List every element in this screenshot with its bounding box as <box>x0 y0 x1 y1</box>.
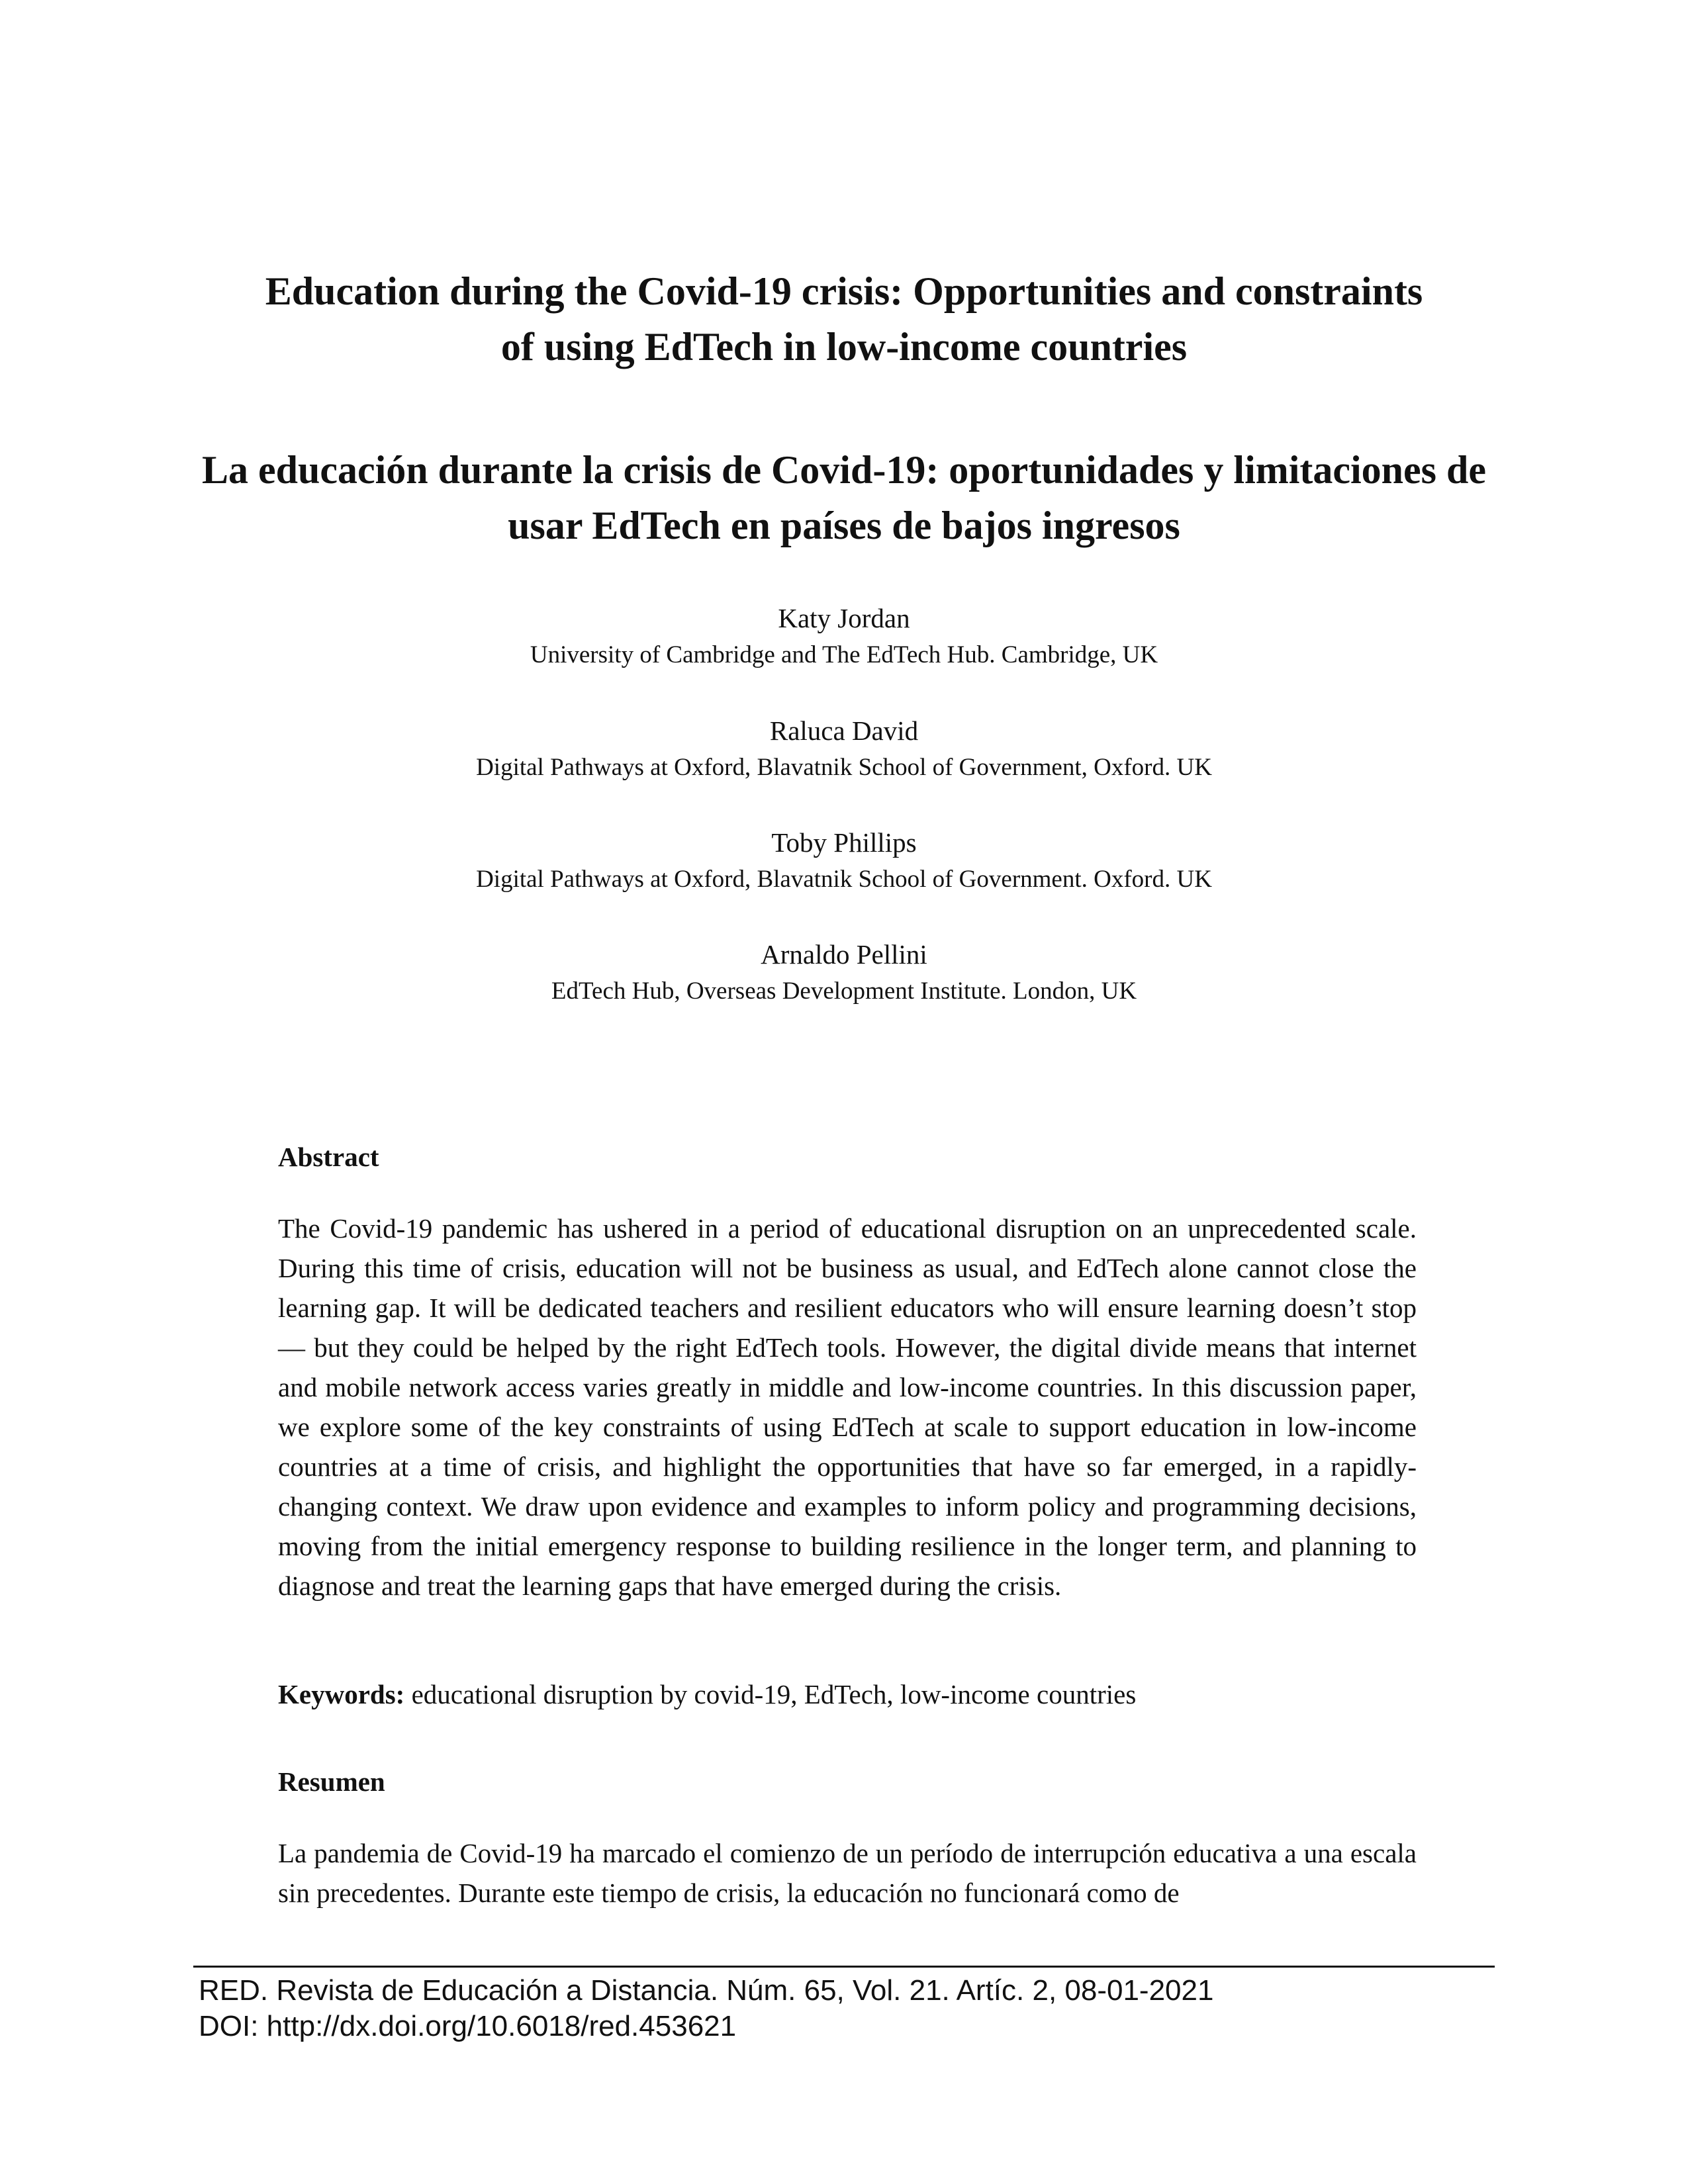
author-name: Raluca David <box>769 715 919 746</box>
author-block <box>0 600 1688 674</box>
title-en-line-2: of using EdTech in low-income countries <box>500 325 1188 369</box>
author-affiliation: EdTech Hub, Overseas Development Institute. London, UK <box>551 978 1137 1005</box>
footer-citation: RED. Revista de Educación a Distancia. Núm. 65, Vol. 21. Artíc. 2, 08-01-2021 <box>199 1974 1214 2007</box>
resumen-section <box>278 1763 1417 1800</box>
title-es-line-1: La educación durante la crisis de Covid-19: oportunidades y limitaciones de <box>201 448 1487 492</box>
title-es-line-2: usar EdTech en países de bajos ingresos <box>508 504 1180 547</box>
keywords-label: Keywords: <box>278 1679 405 1709</box>
paper-title-english <box>0 263 1688 375</box>
abstract-text: The Covid-19 pandemic has ushered in a period of educational disruption on an unprecedented scale. During this time of crisis, education will not be business as usual, and EdTech alone cannot close the learning gap. It will be dedicated teachers and resilient educators who will ensure learning doesn’t stop — but they could be helped by the right EdTech tools. However, the digital divide means that internet and mobile network access varies greatly in middle and low-income countries. In this discussion paper, we explore some of the key constraints of using EdTech at scale to support education in low-income countries at a time of crisis, and highlight the opportunities that have so far emerged, in a rapidly-changing context. We draw upon evidence and examples to inform policy and programming decisions, moving from the initial emergency response to building resilience in the longer term, and planning to diagnose and treat the learning gaps that have emerged during the crisis. <box>278 1213 1417 1601</box>
author-block <box>0 936 1688 1010</box>
author-name: Toby Phillips <box>771 827 917 858</box>
author-block <box>0 712 1688 786</box>
author-block <box>0 824 1688 898</box>
author-affiliation: Digital Pathways at Oxford, Blavatnik School of Government. Oxford. UK <box>476 866 1212 893</box>
keywords-text: educational disruption by covid-19, EdTech, low-income countries <box>404 1679 1137 1709</box>
author-affiliation: University of Cambridge and The EdTech Hub. Cambridge, UK <box>530 641 1158 668</box>
author-name: Arnaldo Pellini <box>761 939 927 970</box>
footer-doi[interactable]: DOI: http://dx.doi.org/10.6018/red.453621 <box>199 2010 737 2042</box>
resumen-body <box>278 1833 1417 1913</box>
abstract-section <box>278 1138 1417 1175</box>
title-en-line-1: Education during the Covid-19 crisis: Opportunities and constraints <box>265 269 1423 313</box>
footer-divider <box>193 1966 1495 1968</box>
keywords <box>278 1674 1417 1714</box>
resumen-text: La pandemia de Covid-19 ha marcado el comienzo de un período de interrupción educativa a una escala sin precedentes. Durante este tiempo de crisis, la educación no funcionará como de <box>278 1838 1417 1908</box>
abstract-heading: Abstract <box>278 1142 379 1172</box>
author-affiliation: Digital Pathways at Oxford, Blavatnik School of Government, Oxford. UK <box>476 754 1212 781</box>
author-name: Katy Jordan <box>778 603 910 633</box>
resumen-heading: Resumen <box>278 1766 385 1797</box>
paper-title-spanish <box>0 442 1688 553</box>
abstract-body <box>278 1208 1417 1606</box>
